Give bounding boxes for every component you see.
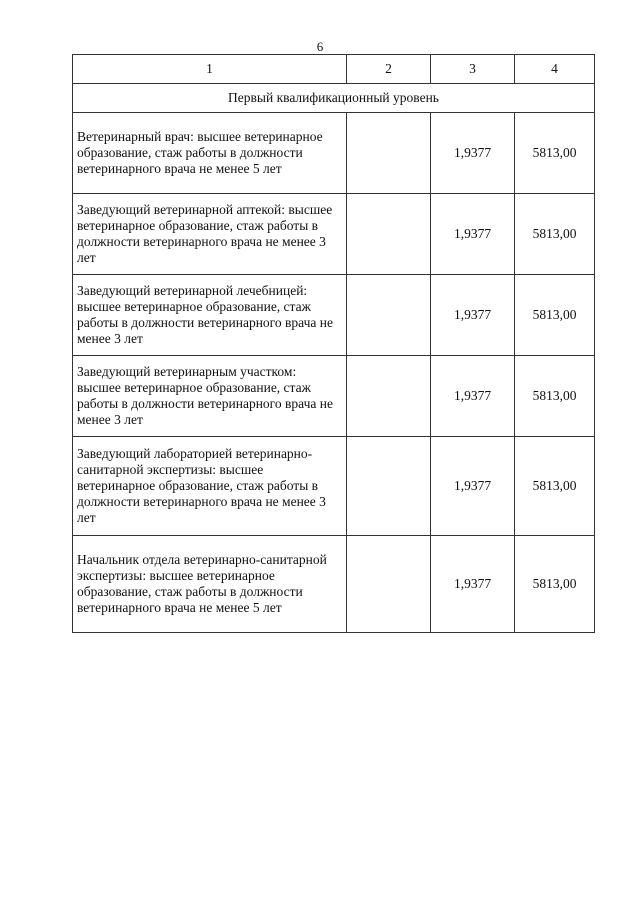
position-description: Заведующий лабораторией ветеринарно-санитарной экспертизы: высшее ветеринарное образование, стаж работы в должности ветеринарного врача не менее 3 лет (73, 437, 347, 536)
position-description: Заведующий ветеринарной лечебницей: высшее ветеринарное образование, стаж работы в должности ветеринарного врача не менее 3 лет (73, 275, 347, 356)
column-header-1: 1 (73, 55, 347, 84)
table-row (73, 437, 595, 536)
position-description: Заведующий ветеринарной аптекой: высшее ветеринарное образование, стаж работы в должности ветеринарного врача не менее 3 лет (73, 194, 347, 275)
table-row (73, 113, 595, 194)
level-row (73, 84, 595, 113)
salary-cell: 5813,00 (515, 437, 595, 536)
salary-cell: 5813,00 (515, 356, 595, 437)
column-2-cell (347, 275, 431, 356)
position-description: Заведующий ветеринарным участком: высшее ветеринарное образование, стаж работы в должности ветеринарного врача не менее 3 лет (73, 356, 347, 437)
table-row (73, 536, 595, 633)
table-row (73, 356, 595, 437)
coefficient-cell: 1,9377 (431, 536, 515, 633)
coefficient-cell: 1,9377 (431, 356, 515, 437)
coefficient-cell: 1,9377 (431, 113, 515, 194)
salary-cell: 5813,00 (515, 275, 595, 356)
table-header-row (73, 55, 595, 84)
column-header-3: 3 (431, 55, 515, 84)
position-description: Начальник отдела ветеринарно-санитарной экспертизы: высшее ветеринарное образование, стаж работы в должности ветеринарного врача не менее 5 лет (73, 536, 347, 633)
coefficient-cell: 1,9377 (431, 275, 515, 356)
level-title: Первый квалификационный уровень (73, 84, 595, 113)
page-number: 6 (316, 39, 324, 54)
coefficient-cell: 1,9377 (431, 437, 515, 536)
column-2-cell (347, 437, 431, 536)
table-row (73, 275, 595, 356)
column-2-cell (347, 536, 431, 633)
column-2-cell (347, 356, 431, 437)
coefficient-cell: 1,9377 (431, 194, 515, 275)
qualification-table (72, 54, 595, 633)
column-2-cell (347, 113, 431, 194)
column-header-4: 4 (515, 55, 595, 84)
column-2-cell (347, 194, 431, 275)
salary-cell: 5813,00 (515, 194, 595, 275)
salary-cell: 5813,00 (515, 536, 595, 633)
salary-cell: 5813,00 (515, 113, 595, 194)
position-description: Ветеринарный врач: высшее ветеринарное образование, стаж работы в должности ветеринарного врача не менее 5 лет (73, 113, 347, 194)
table-row (73, 194, 595, 275)
column-header-2: 2 (347, 55, 431, 84)
